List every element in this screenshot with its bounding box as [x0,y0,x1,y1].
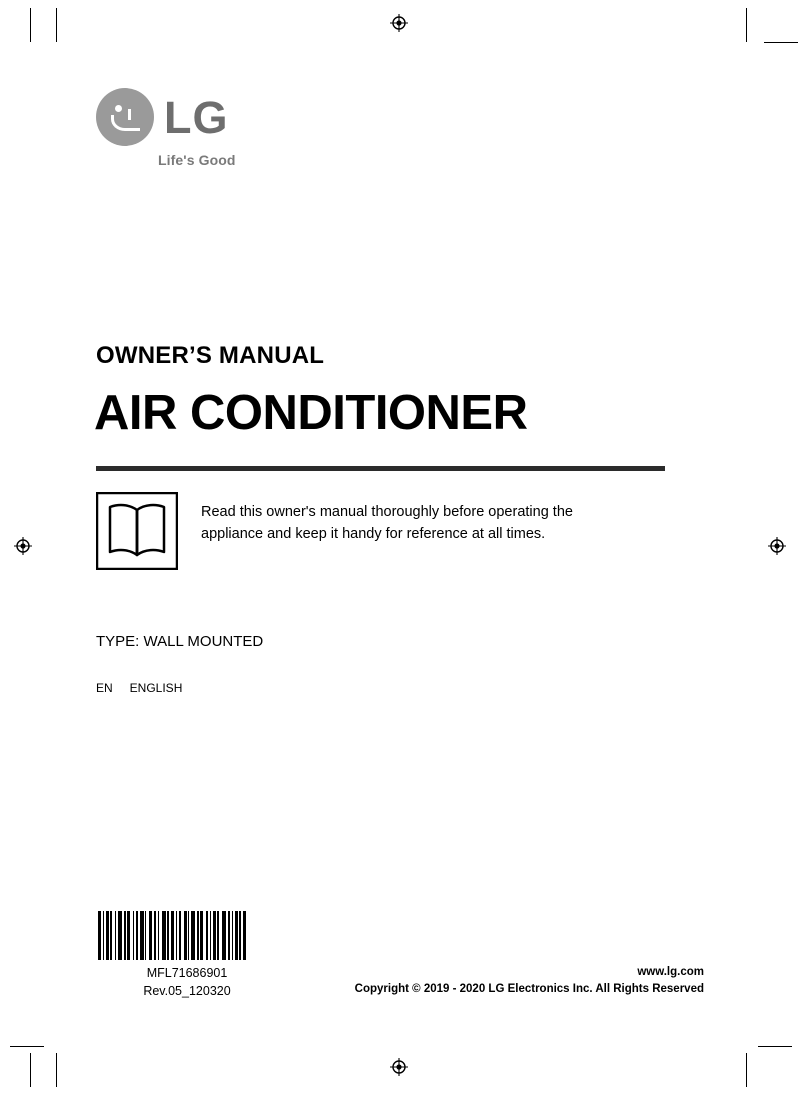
language-name: ENGLISH [129,681,183,695]
lg-wordmark: LG [164,91,229,143]
footer [355,964,704,999]
revision-number: Rev.05_120320 [143,984,231,999]
product-type-label: TYPE: WALL MOUNTED [96,633,264,650]
open-book-icon [96,492,178,570]
crop-mark-bottom-left-horizontal [10,1046,44,1047]
page-title: AIR CONDITIONER [94,386,528,440]
title-divider [96,466,665,471]
crop-mark-top-right-vertical [746,8,747,42]
registration-mark-icon-bottom [390,1058,408,1076]
notice-line-2: appliance and keep it handy for reference at all times. [201,526,546,543]
document-codes [96,964,278,1000]
crop-mark-top-right-horizontal [764,42,798,43]
crop-mark-bottom-left-vertical-2 [56,1053,57,1087]
lg-logo [96,88,246,168]
notice-line-1: Read this owner's manual thoroughly before operating the [201,504,573,520]
registration-mark-icon-top [390,14,408,32]
crop-mark-top-left-vertical [30,8,31,42]
copyright-text: Copyright © 2019 - 2020 LG Electronics Inc. All Rights Reserved [354,983,704,996]
language-line [96,681,182,695]
crop-mark-bottom-left-vertical [30,1053,31,1087]
notice-text [201,501,663,546]
crop-mark-top-left-vertical-2 [56,8,57,42]
registration-mark-icon-right [768,537,786,555]
website-link[interactable]: www.lg.com [637,966,704,978]
part-number: MFL71686901 [146,966,228,980]
barcode [98,911,276,960]
manual-subtitle: OWNER’S MANUAL [96,342,325,369]
crop-mark-bottom-right-horizontal [758,1046,792,1047]
registration-mark-icon-left [14,537,32,555]
language-code: EN [96,681,113,695]
crop-mark-bottom-right-vertical [746,1053,747,1087]
lg-face-icon [96,88,154,146]
lg-tagline: Life's Good [158,152,236,168]
